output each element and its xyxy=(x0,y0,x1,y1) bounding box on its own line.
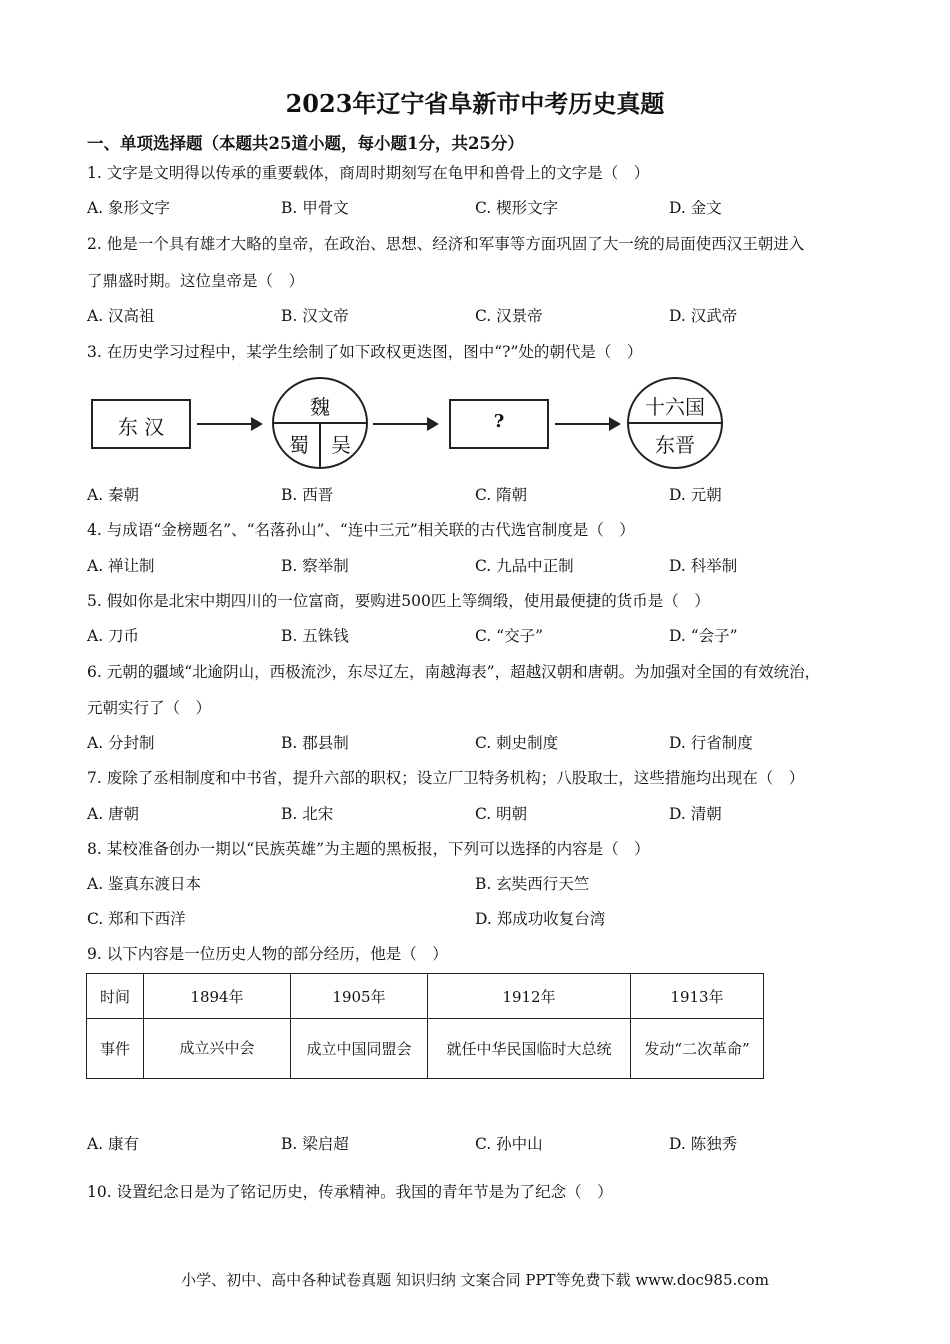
q5-option-c: C. “交子” xyxy=(475,627,544,645)
q5-option-a: A. 刀币 xyxy=(87,627,140,645)
q2-option-b: B. 汉文帝 xyxy=(281,307,349,325)
question-2-stem-cont: 了鼎盛时期。这位皇帝是（ ） xyxy=(87,272,305,290)
q9-option-b: B. 梁启超 xyxy=(281,1135,349,1153)
q5-option-b: B. 五铢钱 xyxy=(281,627,349,645)
table-cell-text: 成立兴中会 xyxy=(179,1039,255,1057)
q2-option-a: A. 汉高祖 xyxy=(87,307,155,325)
diagram-circle2-divider xyxy=(629,422,721,424)
q6-option-c: C. 刺史制度 xyxy=(475,734,559,752)
q3-option-c: C. 隋朝 xyxy=(475,486,528,504)
table-cell: 发动“二次革命” xyxy=(631,1019,764,1079)
question-6-stem-cont: 元朝实行了（ ） xyxy=(87,699,212,717)
diagram-box-eastern-han-label: 东 汉 xyxy=(117,415,165,439)
q9-option-d: D. 陈独秀 xyxy=(669,1135,738,1153)
question-10-stem: 10. 设置纪念日是为了铭记历史，传承精神。我国的青年节是为了纪念（ ） xyxy=(87,1183,613,1201)
q8-option-b: B. 玄奘西行天竺 xyxy=(475,875,590,893)
table-cell: 1913年 xyxy=(631,974,764,1019)
q2-option-c: C. 汉景帝 xyxy=(475,307,543,325)
q8-option-d: D. 郑成功收复台湾 xyxy=(475,910,606,928)
diagram-circle-three-kingdoms xyxy=(272,377,368,469)
page-footer: 小学、初中、高中各种试卷真题 知识归纳 文案合同 PPT等免费下载 www.doc985.com xyxy=(181,1271,769,1289)
question-8-stem: 8. 某校准备创办一期以“民族英雄”为主题的黑板报，下列可以选择的内容是（ ） xyxy=(87,840,650,858)
table-cell: 时间 xyxy=(87,974,144,1019)
question-2-stem: 2. 他是一个具有雄才大略的皇帝，在政治、思想、经济和军事等方面巩固了大一统的局面使西汉王朝进入 xyxy=(87,235,805,253)
q6-option-b: B. 郡县制 xyxy=(281,734,349,752)
q7-option-a: A. 唐朝 xyxy=(87,805,140,823)
diagram-shu-label: 蜀 xyxy=(289,433,309,457)
diagram-eastern-jin-label: 东晋 xyxy=(655,433,695,457)
q9-option-c: C. 孙中山 xyxy=(475,1135,543,1153)
diagram-arrow-1 xyxy=(197,423,261,425)
section-heading: 一、单项选择题（本题共25道小题，每小题1分，共25分） xyxy=(87,134,524,153)
q1-option-a: A. 象形文字 xyxy=(87,199,171,217)
diagram-sixteen-kingdoms-label: 十六国 xyxy=(645,395,705,419)
table-cell: 就任中华民国临时大总统 xyxy=(428,1019,631,1079)
q7-option-b: B. 北宋 xyxy=(281,805,334,823)
question-4-stem: 4. 与成语“金榜题名”、“名落孙山”、“连中三元”相关联的古代选官制度是（ ） xyxy=(87,521,635,539)
diagram-arrow-2 xyxy=(373,423,437,425)
table-cell: 1905年 xyxy=(291,974,428,1019)
q3-option-d: D. 元朝 xyxy=(669,486,722,504)
diagram-wei-label: 魏 xyxy=(310,395,330,419)
question-7-stem: 7. 废除了丞相制度和中书省，提升六部的职权；设立厂卫特务机构；八股取士，这些措施均出现在（ ） xyxy=(87,769,805,787)
diagram-circle-divider-v xyxy=(319,422,321,469)
q3-option-b: B. 西晋 xyxy=(281,486,334,504)
diagram-box-eastern-han xyxy=(91,399,191,449)
q4-option-d: D. 科举制 xyxy=(669,557,738,575)
diagram-box-unknown xyxy=(449,399,549,449)
question-3-stem: 3. 在历史学习过程中，某学生绘制了如下政权更迭图，图中“?”处的朝代是（ ） xyxy=(87,343,643,361)
q7-option-d: D. 清朝 xyxy=(669,805,722,823)
page-title: 2023年辽宁省阜新市中考历史真题 xyxy=(285,89,665,118)
diagram-arrow-3 xyxy=(555,423,619,425)
q7-option-c: C. 明朝 xyxy=(475,805,528,823)
table-cell: 成立中国同盟会 xyxy=(291,1019,428,1079)
table-header-row xyxy=(87,974,764,1019)
question-9-stem: 9. 以下内容是一位历史人物的部分经历，他是（ ） xyxy=(87,945,448,963)
q9-option-a: A. 康有 xyxy=(87,1135,140,1153)
question-6-stem: 6. 元朝的疆域“北逾阴山，西极流沙，东尽辽左，南越海表”，超越汉朝和唐朝。为加强对全国的有效统治， xyxy=(87,663,821,681)
q1-option-b: B. 甲骨文 xyxy=(281,199,349,217)
table-cell: 1912年 xyxy=(428,974,631,1019)
q1-option-c: C. 楔形文字 xyxy=(475,199,559,217)
q3-option-a: A. 秦朝 xyxy=(87,486,140,504)
q2-option-d: D. 汉武帝 xyxy=(669,307,738,325)
table-row xyxy=(87,1019,764,1079)
q6-option-d: D. 行省制度 xyxy=(669,734,753,752)
table-cell: 事件 xyxy=(87,1019,144,1079)
table-cell xyxy=(144,1019,291,1079)
q1-option-d: D. 金文 xyxy=(669,199,722,217)
table-cell: 1894年 xyxy=(144,974,291,1019)
q8-option-c: C. 郑和下西洋 xyxy=(87,910,186,928)
question-1-stem: 1. 文字是文明得以传承的重要载体，商周时期刻写在龟甲和兽骨上的文字是（ ） xyxy=(87,164,650,182)
diagram-wu-label: 吴 xyxy=(331,433,351,457)
q5-option-d: D. “会子” xyxy=(669,627,738,645)
diagram-box-unknown-label: ? xyxy=(493,411,505,432)
q4-option-b: B. 察举制 xyxy=(281,557,349,575)
question-5-stem: 5. 假如你是北宋中期四川的一位富商，要购进500匹上等绸缎，使用最便捷的货币是（ ） xyxy=(87,592,710,610)
q4-option-a: A. 禅让制 xyxy=(87,557,155,575)
q8-option-a: A. 鉴真东渡日本 xyxy=(87,875,202,893)
question-9-table xyxy=(86,973,764,1079)
q6-option-a: A. 分封制 xyxy=(87,734,155,752)
q4-option-c: C. 九品中正制 xyxy=(475,557,574,575)
diagram-circle-eastern-jin xyxy=(627,377,723,469)
